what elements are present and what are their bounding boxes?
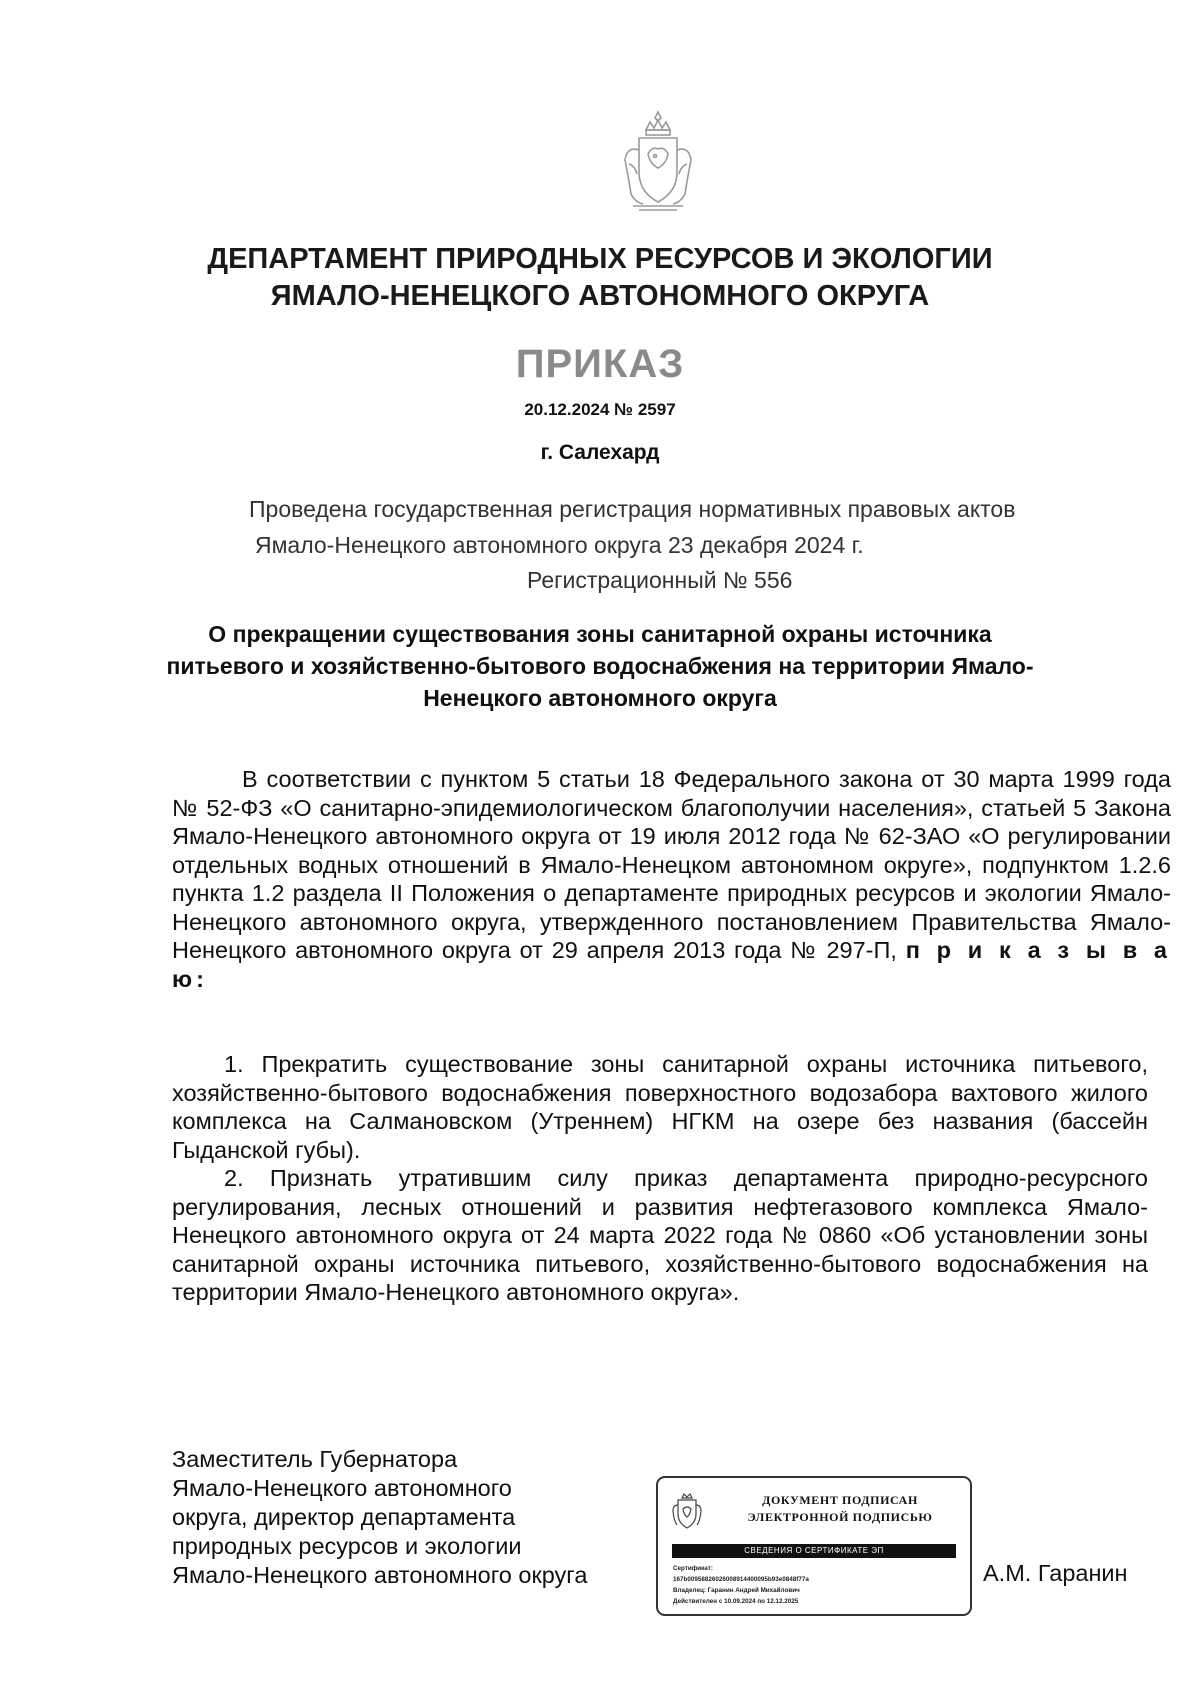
signatory-name: А.М. Гаранин [983,1560,1128,1586]
signatory-position [172,1445,652,1590]
order-item-2: 2. Признать утратившим силу приказ департамента природно-ресурсного регулирования, лесных отношений и развития нефтегазового комплекса Ямало-Ненецкого автономного округа от 24 марта 2022 года № 0860 «Об установлении зоны санитарной охраны источника питьевого, хозяйственно-бытового водоснабжения на территории Ямало-Ненецкого автономного округа». [172,1165,1148,1305]
certificate-details [673,1563,963,1607]
position-line: округа, директор департамента [172,1504,516,1530]
electronic-signature-stamp [656,1476,972,1616]
certificate-info-bar: СВЕДЕНИЯ О СЕРТИФИКАТЕ ЭП [672,1544,956,1558]
department-name-line2: ЯМАЛО-НЕНЕЦКОГО АВТОНОМНОГО ОКРУГА [270,280,930,312]
city-name: г. Салехард [540,441,660,464]
stamp-emblem-icon [672,1491,702,1531]
preamble-text: В соответствии с пунктом 5 статьи 18 Федерального закона от 30 марта 1999 года № 52-ФЗ «О санитарно-эпидемиологическом благополучии населения», статьей 5 Закона Ямало-Ненецкого автономного округа от 19 июля 2012 года № 62-ЗАО «О регулировании отдельных водных отношений в Ямало-Ненецком автономном округе», подпунктом 1.2.6 пункта 1.2 раздела II Положения о департаменте природных ресурсов и экологии Ямало-Ненецкого автономного округа, утвержденного постановлением Правительства Ямало-Ненецкого автономного округа от 29 апреля 2013 года № 297-П, [172,766,1171,963]
certificate-owner: Владелец: Гаранин Андрей Михайлович [673,1587,800,1594]
registration-line1: Проведена государственная регистрация нормативных правовых актов [249,496,1016,522]
decree-word: п р и к а з ы в а ю: [172,937,1172,992]
position-line: Ямало-Ненецкого автономного округа [172,1562,588,1588]
order-item-1: 1. Прекратить существование зоны санитарной охраны источника питьевого, хозяйственно-бытового водоснабжения поверхностного водозабора вахтового жилого комплекса на Салмановском (Утреннем) НГКМ на озере без названия (бассейн Гыданской губы). [172,1051,1148,1163]
coat-of-arms-icon [619,108,697,212]
stamp-title-line1: ДОКУМЕНТ ПОДПИСАН [762,1493,918,1507]
certificate-label: Сертификат: [673,1565,713,1572]
position-line: Заместитель Губернатора [172,1446,458,1472]
stamp-title [720,1492,960,1526]
registration-number: Регистрационный № 556 [527,567,793,593]
stamp-title-line2: ЭЛЕКТРОННОЙ ПОДПИСЬЮ [747,1510,933,1524]
department-name-line1: ДЕПАРТАМЕНТ ПРИРОДНЫХ РЕСУРСОВ И ЭКОЛОГИИ [207,243,993,275]
registration-line2: Ямало-Ненецкого автономного округа 23 декабря 2024 г. [255,532,864,558]
order-subject-heading: О прекращении существования зоны санитарной охраны источника питьевого и хозяйственно-бытового водоснабжения на территории Ямало-Ненецкого автономного округа [166,621,1034,711]
document-type-title: ПРИКАЗ [515,342,685,386]
position-line: Ямало-Ненецкого автономного [172,1475,512,1501]
position-line: природных ресурсов и экологии [172,1533,522,1559]
certificate-value: 167b00958826026008914400095b93e0848f77a [673,1576,809,1583]
preamble-paragraph [172,765,1171,993]
certificate-validity: Действителен с 10.09.2024 по 12.12.2025 [673,1598,799,1605]
order-date-number: 20.12.2024 № 2597 [524,400,676,419]
